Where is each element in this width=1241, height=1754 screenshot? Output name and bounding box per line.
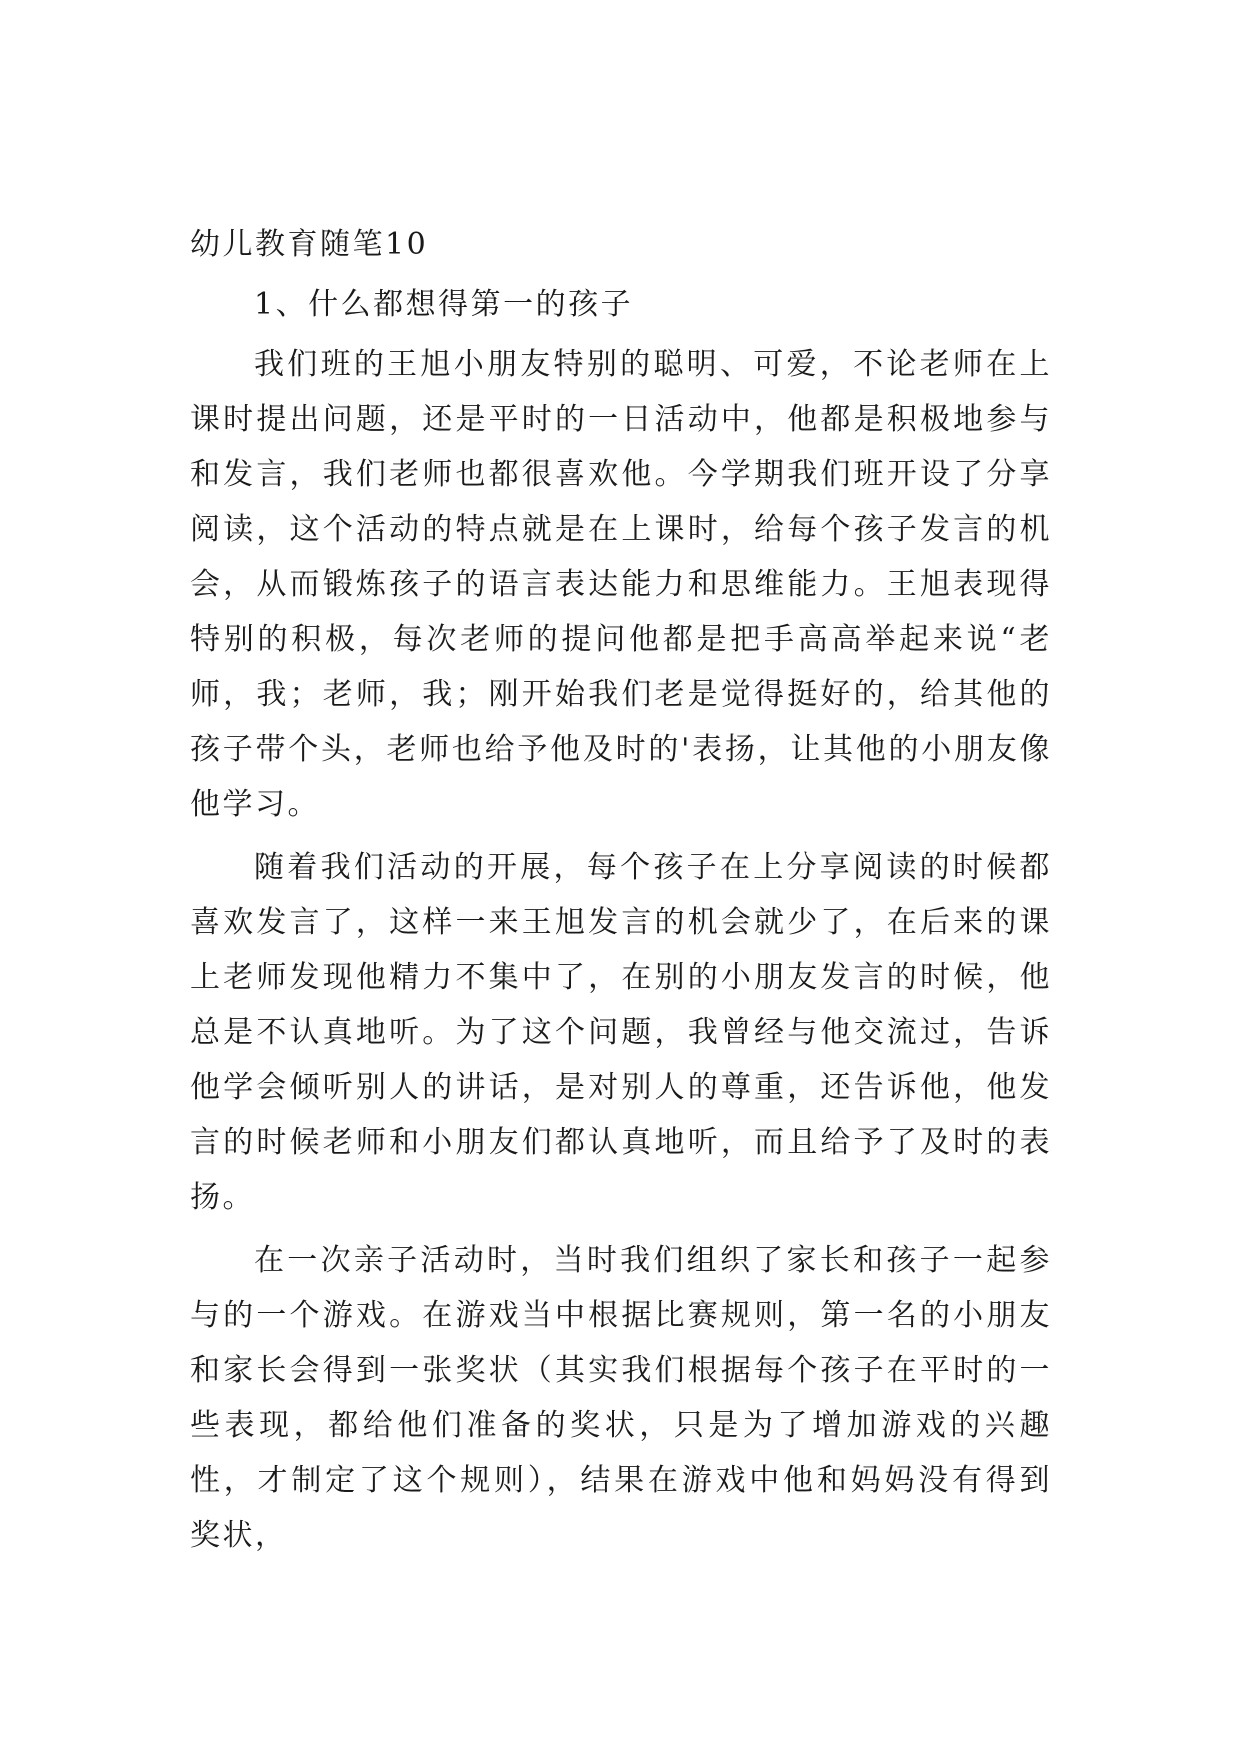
- paragraph-3: 在一次亲子活动时，当时我们组织了家长和孩子一起参与的一个游戏。在游戏当中根据比赛规则，第一名的小朋友和家长会得到一张奖状（其实我们根据每个孩子在平时的一些表现，都给他们准备的奖状，只是为了增加游戏的兴趣性，才制定了这个规则），结果在游戏中他和妈妈没有得到奖状，: [190, 1243, 1052, 1553]
- document-title: 幼儿教育随笔10: [190, 227, 429, 262]
- paragraph-2: 随着我们活动的开展，每个孩子在上分享阅读的时候都喜欢发言了，这样一来王旭发言的机会就少了，在后来的课上老师发现他精力不集中了，在别的小朋友发言的时候，他总是不认真地听。为了这个问题，我曾经与他交流过，告诉他学会倾听别人的讲话，是对别人的尊重，还告诉他，他发言的时候老师和小朋友们都认真地听，而且给予了及时的表扬。: [190, 850, 1052, 1215]
- section-heading: 1、什么都想得第一的孩子: [254, 287, 634, 322]
- document-body: [190, 215, 1052, 1563]
- paragraph-1: 我们班的王旭小朋友特别的聪明、可爱，不论老师在上课时提出问题，还是平时的一日活动中，他都是积极地参与和发言，我们老师也都很喜欢他。今学期我们班开设了分享阅读，这个活动的特点就是在上课时，给每个孩子发言的机会，从而锻炼孩子的语言表达能力和思维能力。王旭表现得特别的积极，每次老师的提问他都是把手高高举起来说“老师，我；老师，我；刚开始我们老是觉得挺好的，给其他的孩子带个头，老师也给予他及时的'表扬，让其他的小朋友像他学习。: [190, 347, 1052, 822]
